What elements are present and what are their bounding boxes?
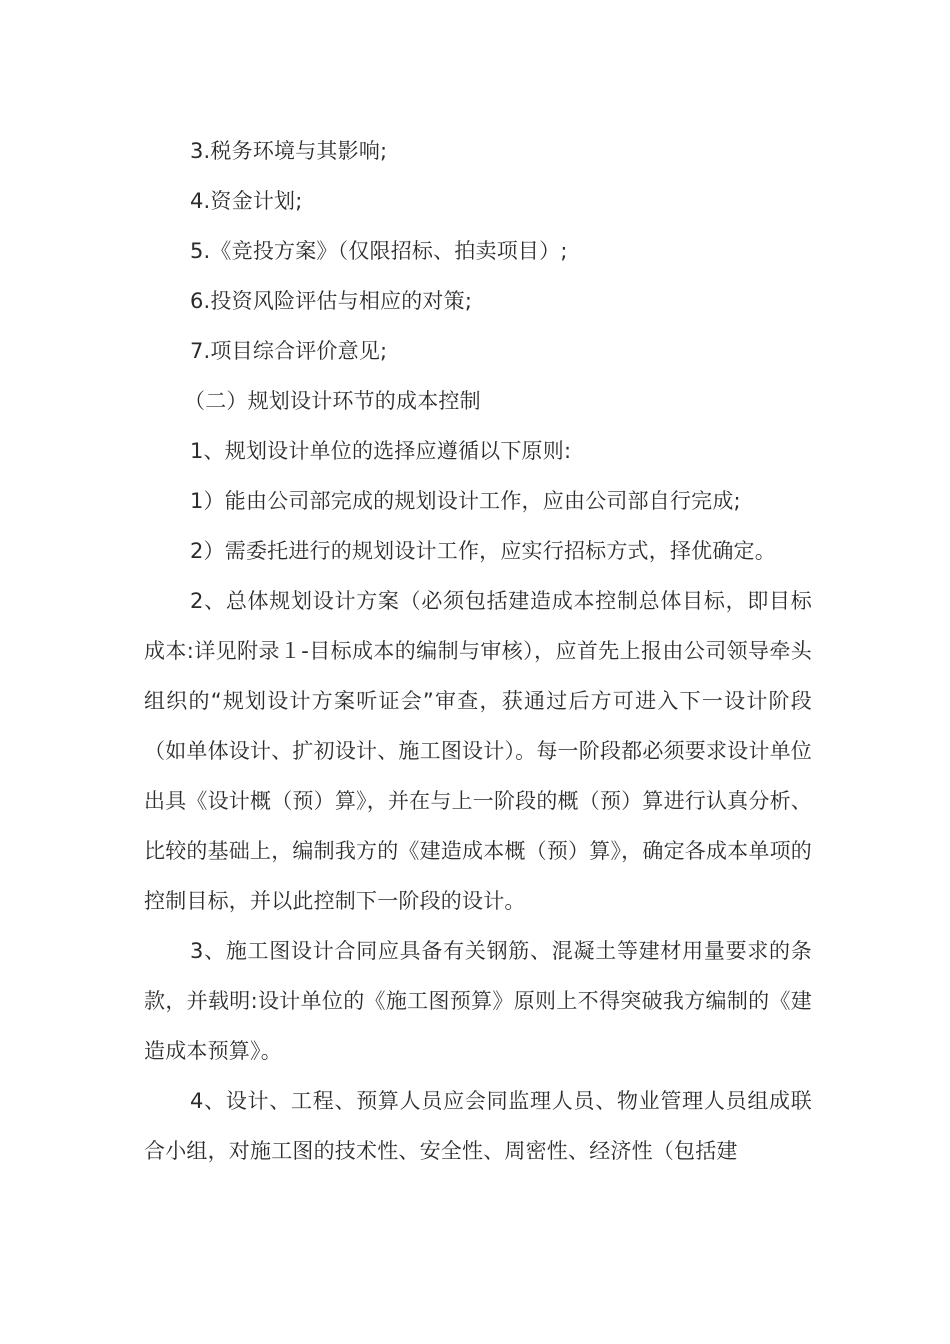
paragraph-joint-review-team: 4、设计、工程、预算人员应会同监理人员、物业管理人员组成联合小组，对施工图的技术性、安全性、周密性、经济性（包括建 xyxy=(144,1089,812,1163)
paragraph-outsourced-design: 2）需委托进行的规划设计工作，应实行招标方式，择优确定。 xyxy=(190,539,776,563)
paragraph-bidding-plan: 5.《竞投方案》（仅限招标、拍卖项目）; xyxy=(190,239,568,263)
paragraph-tax-environment: 3.税务环境与其影响; xyxy=(190,139,388,163)
paragraph-project-evaluation: 7.项目综合评价意见; xyxy=(190,339,388,363)
paragraph-construction-drawing-contract: 3、施工图设计合同应具备有关钢筋、混凝土等建材用量要求的条款，并载明:设计单位的《施工图预算》原则上不得突破我方编制的《建造成本预算》。 xyxy=(144,939,812,1063)
paragraph-in-house-design: 1）能由公司部完成的规划设计工作，应由公司部自行完成; xyxy=(190,489,741,513)
paragraph-design-unit-selection: 1、规划设计单位的选择应遵循以下原则: xyxy=(190,439,572,463)
section-heading-design-cost-control: （二）规划设计环节的成本控制 xyxy=(184,389,481,413)
paragraph-risk-assessment: 6.投资风险评估与相应的对策; xyxy=(190,289,473,313)
document-body xyxy=(144,126,812,1176)
paragraph-overall-design-scheme: 2、总体规划设计方案（必须包括建造成本控制总体目标，即目标成本:详见附录１-目标成本的编制与审核），应首先上报由公司领导牵头组织的“规划设计方案听证会”审查，获通过后方可进入下一设计阶段（如单体设计、扩初设计、施工图设计）。每一阶段都必须要求设计单位出具《设计概（预）算》，并在与上一阶段的概（预）算进行认真分析、比较的基础上，编制我方的《建造成本概（预）算》，确定各成本单项的控制目标，并以此控制下一阶段的设计。 xyxy=(144,589,812,913)
paragraph-funding-plan: 4.资金计划; xyxy=(190,189,303,213)
